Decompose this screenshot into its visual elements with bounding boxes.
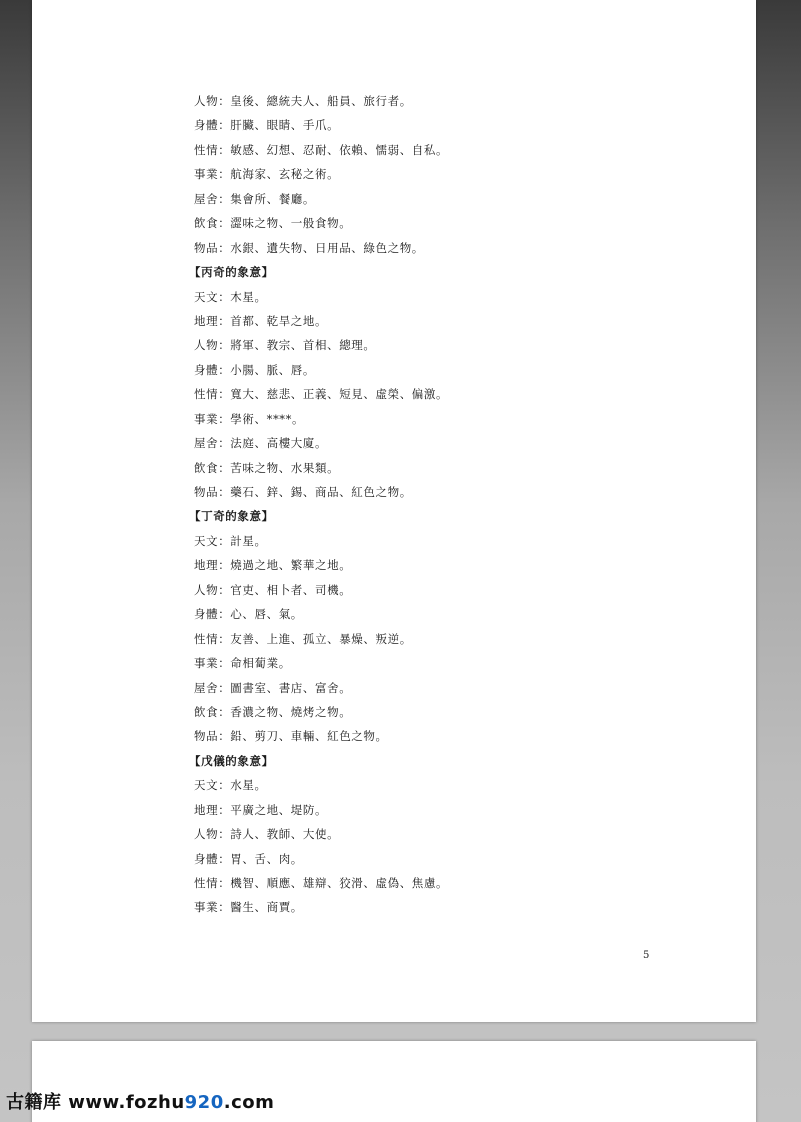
text-line: 屋舍：集會所、餐廳。 — [194, 191, 315, 206]
text-line: 物品：藥石、鋅、錫、商品、紅色之物。 — [194, 485, 412, 499]
text-line: 人物：詩人、教師、大使。 — [194, 827, 340, 842]
text-line: 天文：木星。 — [194, 289, 267, 304]
document-page — [32, 0, 756, 1022]
text-line: 身體：肝臟、眼睛、手爪。 — [194, 118, 340, 133]
text-line: 飲食：香濃之物、燒烤之物。 — [194, 704, 352, 719]
page-content — [189, 89, 709, 920]
text-line: 地理：首都、乾旱之地。 — [194, 313, 328, 328]
text-line: 天文：計星。 — [194, 533, 267, 548]
text-line: 地理：燒過之地、繁華之地。 — [194, 558, 352, 573]
section-heading: 【丙奇的象意】 — [189, 265, 274, 280]
text-line: 屋舍：圖書室、書店、富舍。 — [194, 680, 352, 695]
text-line: 人物：官吏、相卜者、司機。 — [194, 582, 352, 597]
text-line: 事業：醫生、商賈。 — [194, 900, 303, 915]
text-line: 地理：平廣之地、堤防。 — [194, 802, 328, 817]
text-line: 飲食：苦味之物、水果類。 — [194, 460, 340, 475]
text-line: 屋舍：法庭、高樓大廈。 — [194, 436, 328, 451]
text-line: 人物：皇後、總統夫人、船員、旅行者。 — [194, 94, 412, 108]
text-line: 物品：水銀、遺失物、日用品、綠色之物。 — [194, 240, 424, 255]
text-line: 性情：友善、上進、孤立、暴燥、叛逆。 — [194, 631, 412, 646]
text-line: 身體：心、唇、氣。 — [194, 607, 303, 622]
text-line: 身體：胃、舌、肉。 — [194, 851, 303, 866]
text-line: 事業：命相蔔業。 — [194, 656, 291, 671]
text-line: 性情：寬大、慈悲、正義、短見、虛榮、偏激。 — [194, 387, 449, 402]
text-line: 性情：敏感、幻想、忍耐、依賴、懦弱、自私。 — [194, 142, 449, 157]
text-line: 事業：航海家、玄秘之術。 — [194, 167, 340, 182]
text-line: 天文：水星。 — [194, 778, 267, 793]
text-line: 人物：將軍、教宗、首相、總理。 — [194, 338, 376, 353]
section-heading: 【丁奇的象意】 — [189, 509, 274, 524]
section-heading: 【戊儀的象意】 — [189, 753, 274, 768]
text-line: 事業：學術、****。 — [194, 411, 305, 426]
text-line: 飲食：澀味之物、一般食物。 — [194, 216, 352, 231]
text-line: 身體：小腸、脈、唇。 — [194, 362, 315, 377]
watermark-prefix: 古籍库 www.fozhu — [6, 1092, 185, 1113]
watermark-accent: 920 — [184, 1092, 224, 1113]
page-number: 5 — [643, 950, 650, 961]
watermark-suffix: .com — [223, 1092, 275, 1113]
site-watermark — [6, 1088, 274, 1114]
text-line: 物品：鉛、剪刀、車輛、紅色之物。 — [194, 729, 388, 744]
text-line: 性情：機智、順應、雄辯、狡滑、虛偽、焦慮。 — [194, 876, 449, 890]
